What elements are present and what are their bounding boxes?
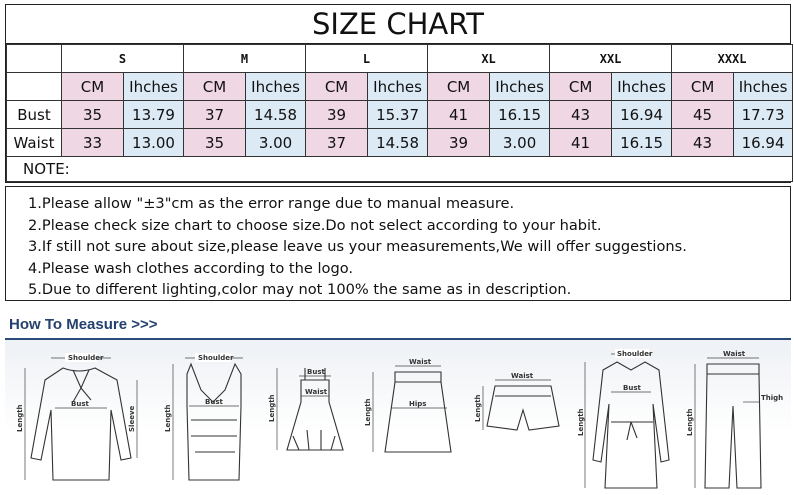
notes-box (5, 186, 791, 301)
cell: 14.58 (368, 129, 428, 157)
note-label: NOTE: (7, 157, 793, 182)
unit-header-row (7, 73, 793, 101)
chart-title: SIZE CHART (6, 5, 790, 44)
cell: 41 (550, 129, 612, 157)
size-header: XL (428, 45, 550, 73)
size-chart (5, 4, 791, 183)
unit-cm: CM (62, 73, 124, 101)
unit-cm: CM (184, 73, 246, 101)
sleeve-label: Sleeve (128, 405, 136, 432)
cell: 15.37 (368, 101, 428, 129)
note-item: 2.Please check size chart to choose size.Do not select according to your habit. (28, 216, 602, 234)
unit-cm: CM (428, 73, 490, 101)
measure-illustrations (5, 340, 791, 493)
length-label: Length (364, 398, 372, 426)
thigh-label: Thigh (761, 394, 784, 402)
unit-cm: CM (672, 73, 734, 101)
bust-row (7, 101, 793, 129)
cell: 35 (184, 129, 246, 157)
length-label: Length (474, 394, 482, 422)
unit-inches: Ihches (246, 73, 306, 101)
note-item: 1.Please allow "±3"cm as the error range due to manual measure. (28, 195, 515, 212)
cell: 39 (306, 101, 368, 129)
skirt-icon (361, 340, 465, 493)
shorts-icon (475, 340, 571, 493)
size-header-row (7, 45, 793, 73)
cell: 37 (306, 129, 368, 157)
row-label-waist: Waist (7, 129, 62, 157)
length-label: Length (577, 408, 585, 436)
bust-label: Bust (71, 400, 89, 408)
hips-label: Hips (409, 400, 427, 408)
size-header: XXXL (672, 45, 793, 73)
size-header: S (62, 45, 184, 73)
length-label: Length (16, 404, 24, 432)
blouse-icon (13, 340, 145, 493)
cell: 43 (672, 129, 734, 157)
cell: 16.15 (612, 129, 672, 157)
note-item: 3.If still not sure about size,please leave us your measurements,We will offer suggestions. (28, 238, 687, 255)
camisole-icon (155, 340, 255, 493)
size-header: XXL (550, 45, 672, 73)
how-to-measure-header (5, 312, 791, 338)
shoulder-label: Shoulder (68, 354, 104, 362)
cell: 37 (184, 101, 246, 129)
shorts-illustration (475, 340, 571, 493)
shoulder-label: Shoulder (617, 350, 653, 358)
length-label: Length (268, 394, 276, 422)
cell: 43 (550, 101, 612, 129)
dress-icon (263, 340, 351, 493)
cell: 35 (62, 101, 124, 129)
waist-label: Waist (305, 388, 328, 396)
dress-illustration (263, 340, 351, 493)
size-table (6, 44, 793, 182)
cell: 33 (62, 129, 124, 157)
bust-label: Bust (623, 384, 641, 392)
blouse-illustration (13, 340, 145, 493)
unit-inches: Ihches (490, 73, 550, 101)
size-header: M (184, 45, 306, 73)
skirt-illustration (361, 340, 465, 493)
corner-cell (7, 73, 62, 101)
shoulder-label: Shoulder (198, 354, 234, 362)
cell: 16.94 (612, 101, 672, 129)
cell: 13.00 (124, 129, 184, 157)
waist-label: Waist (723, 350, 746, 358)
cell: 41 (428, 101, 490, 129)
how-to-measure-heading: How To Measure >>> (9, 316, 158, 333)
unit-inches: Ihches (124, 73, 184, 101)
note-item: 5.Due to different lighting,color may not 100% the same as in description. (28, 281, 572, 298)
unit-inches: Ihches (368, 73, 428, 101)
waist-label: Waist (511, 372, 534, 380)
length-label: Length (164, 404, 172, 432)
coat-illustration (579, 340, 679, 493)
cell: 16.15 (490, 101, 550, 129)
cell: 16.94 (734, 129, 793, 157)
cell: 3.00 (490, 129, 550, 157)
length-label: Length (686, 408, 694, 436)
unit-cm: CM (306, 73, 368, 101)
cell: 17.73 (734, 101, 793, 129)
waist-label: Waist (409, 358, 432, 366)
cell: 3.00 (246, 129, 306, 157)
unit-inches: Ihches (612, 73, 672, 101)
unit-inches: Ihches (734, 73, 793, 101)
trousers-illustration (685, 340, 789, 493)
trousers-icon (685, 340, 789, 493)
note-row (7, 157, 793, 182)
cell: 13.79 (124, 101, 184, 129)
bust-label: Bust (307, 368, 325, 376)
bust-label: Bust (205, 398, 223, 406)
size-header: L (306, 45, 428, 73)
coat-icon (579, 340, 679, 493)
row-label-bust: Bust (7, 101, 62, 129)
note-item: 4.Please wash clothes according to the logo. (28, 259, 354, 277)
cell: 45 (672, 101, 734, 129)
corner-cell (7, 45, 62, 73)
unit-cm: CM (550, 73, 612, 101)
cell: 14.58 (246, 101, 306, 129)
waist-row (7, 129, 793, 157)
cell: 39 (428, 129, 490, 157)
camisole-illustration (155, 340, 255, 493)
